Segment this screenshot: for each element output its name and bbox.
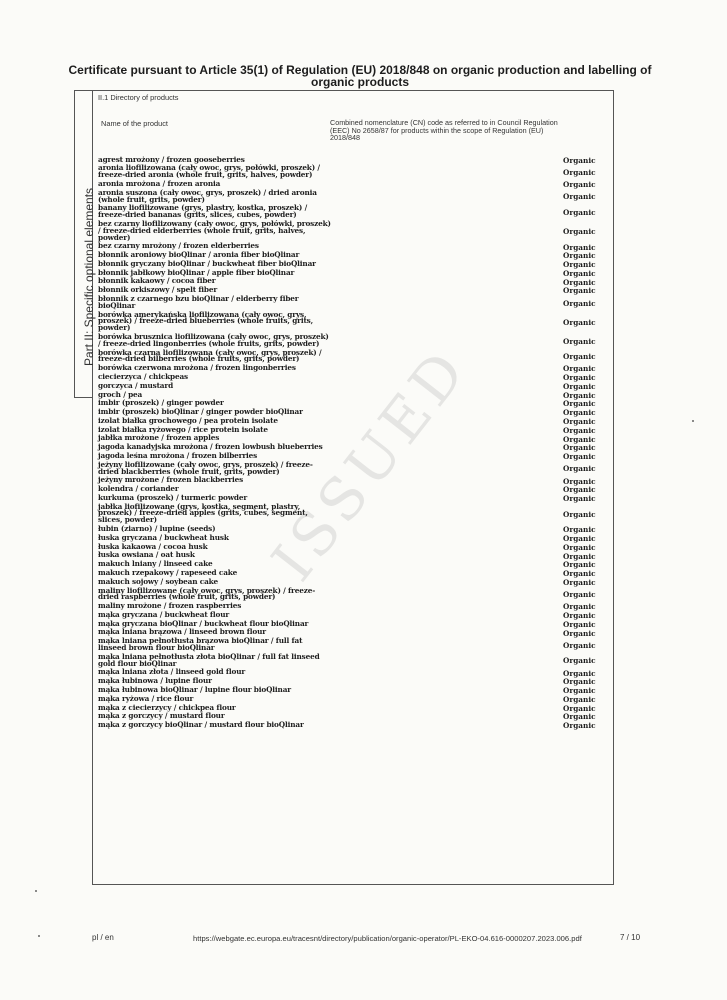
product-name: ciecierzyca / chickpeas xyxy=(98,371,189,381)
product-name: borówka amerykańska liofilizowana (cały owoc, grys, proszek) / freeze-dried blueberries (whole fruits, grits, powder) xyxy=(98,309,314,333)
product-status: Organic xyxy=(563,640,596,650)
product-name: mąka łubinowa bioQlinar / lupine flour bioQlinar xyxy=(98,684,291,694)
product-row xyxy=(98,311,598,333)
product-status: Organic xyxy=(563,208,596,217)
product-name: jeżyny mrożone / frozen blackberries xyxy=(98,475,244,485)
product-name: błonnik orkiszowy / spelt fiber xyxy=(98,285,218,295)
product-name: banany liofilizowane (grys, plastry, kostka, proszek) / freeze-dried bananas (grits, slices, cubes, powder) xyxy=(98,203,308,220)
product-name: mąka gryczana / buckwheat flour xyxy=(98,609,230,619)
product-name: mąka gryczana bioQlinar / buckwheat flour bioQlinar xyxy=(98,618,309,628)
product-status: Organic xyxy=(563,268,596,278)
product-status: Organic xyxy=(563,180,596,190)
product-name: groch / pea xyxy=(98,389,143,399)
issued-watermark: ISSUED xyxy=(258,334,482,594)
document-title xyxy=(60,64,660,88)
product-name: izolat białka grochowego / pea protein isolate xyxy=(98,415,278,425)
product-status: Organic xyxy=(563,476,596,486)
product-name: łuska gryczana / buckwheat husk xyxy=(98,532,229,542)
footer-url: https://webgate.ec.europa.eu/tracesnt/directory/publication/organic-operator/PL-EKO-04.616-0000207.2023.006.pdf xyxy=(193,934,582,943)
product-row xyxy=(98,373,598,382)
product-name: agrest mrożony / frozen gooseberries xyxy=(98,154,245,164)
product-status: Organic xyxy=(563,590,596,600)
product-status: Organic xyxy=(563,192,596,202)
product-status: Organic xyxy=(563,352,596,362)
section-title: II.1 Directory of products xyxy=(98,93,179,102)
product-name: mąka lniana pełnotłusta brązowa bioQlinar / full fat linseed brown flour bioQlinar xyxy=(98,636,303,653)
document-title-line-1: Certificate pursuant to Article 35(1) of Regulation (EU) 2018/848 on organic production and labelling of xyxy=(68,63,652,77)
product-status: Organic xyxy=(563,298,596,308)
product-name: łuska owsiana / oat husk xyxy=(98,550,195,560)
product-row xyxy=(98,638,598,654)
product-name: błonnik gryczany bioQlinar / buckwheat fiber bioQlinar xyxy=(98,258,316,268)
product-name: maliny liofilizowane (cały owoc, grys, proszek) / freeze-dried raspberries (whole fruit, grits, powder) xyxy=(98,585,316,602)
product-name: łuska kakaowa / cocoa husk xyxy=(98,541,208,551)
product-row xyxy=(98,295,598,311)
product-row xyxy=(98,653,598,669)
product-name: makuch sojowy / soybean cake xyxy=(98,576,219,586)
product-name: błonnik kakaowy / cocoa fiber xyxy=(98,276,216,286)
product-name: makuch lniany / linseed cake xyxy=(98,559,213,569)
product-status: Organic xyxy=(563,577,596,587)
product-status: Organic xyxy=(563,485,596,495)
product-name: imbir (proszek) / ginger powder xyxy=(98,398,224,408)
product-status: Organic xyxy=(563,434,596,444)
product-status: Organic xyxy=(563,677,596,687)
document-title-line-2: organic products xyxy=(310,75,409,89)
product-name: mąka lniana brązowa / linseed brown flour xyxy=(98,627,266,637)
product-status: Organic xyxy=(563,364,596,374)
product-status: Organic xyxy=(563,399,596,409)
product-status: Organic xyxy=(563,628,596,638)
product-status: Organic xyxy=(563,452,596,462)
product-status: Organic xyxy=(563,551,596,561)
product-name: makuch rzepakowy / rapeseed cake xyxy=(98,567,238,577)
product-status: Organic xyxy=(563,656,596,666)
column-header-name: Name of the product xyxy=(101,119,168,128)
footer-language: pl / en xyxy=(92,933,114,942)
product-name: aronia liofilizowana (cały owoc, grys, połówki, proszek) / freeze-dried aronia (whole fruit, grits, halves, powder) xyxy=(98,163,320,180)
product-status: Organic xyxy=(563,381,596,391)
product-status: Organic xyxy=(563,668,596,678)
product-name: łubin (ziarno) / lupine (seeds) xyxy=(98,524,216,534)
product-name: jeżyny liofilizowane (cały owoc, grys, proszek) / freeze-dried blackberries (whole fruit, grits, powder) xyxy=(98,459,313,476)
product-status: Organic xyxy=(563,336,596,346)
product-status: Organic xyxy=(563,712,596,722)
product-row xyxy=(98,721,598,730)
column-header-cn-code: Combined nomenclature (CN) code as referred to in Council Regulation (EEC) No 2658/87 for products within the scope of Regulation (EU) 2018/848 xyxy=(330,118,558,143)
product-status: Organic xyxy=(563,155,596,165)
product-status: Organic xyxy=(563,534,596,544)
part-ii-side-label: Part II: Specific optional elements xyxy=(82,187,96,367)
product-row xyxy=(98,220,598,242)
product-status: Organic xyxy=(563,619,596,629)
product-status: Organic xyxy=(563,425,596,435)
product-status: Organic xyxy=(563,721,596,731)
product-status: Organic xyxy=(563,443,596,453)
product-name: mąka ryżowa / rice flour xyxy=(98,693,194,703)
product-status: Organic xyxy=(563,494,596,504)
product-status: Organic xyxy=(563,464,596,474)
product-name: mąka łubinowa / lupine flour xyxy=(98,676,212,686)
product-row xyxy=(98,587,598,603)
product-status: Organic xyxy=(563,509,596,519)
product-name: kolendra / coriander xyxy=(98,484,179,494)
product-name: aronia suszona (cały owoc, grys, proszek) / dried aronia (whole fruit, grits, powder) xyxy=(98,187,317,204)
product-name: borówka czerwona mrożona / frozen lingonberries xyxy=(98,363,296,373)
product-status: Organic xyxy=(563,277,596,287)
product-status: Organic xyxy=(563,408,596,418)
product-status: Organic xyxy=(563,168,596,178)
product-name: bez czarny liofilizowany (cały owoc, grys, połówki, proszek) / freeze-dried elderberries (whole fruit, grits, halves, powder) xyxy=(98,218,331,242)
product-status: Organic xyxy=(563,525,596,535)
product-name: izolat białka ryżowego / rice protein isolate xyxy=(98,424,268,434)
product-name: borówka brusznica liofilizowana (cały owoc, grys, proszek) / freeze-dried lingonberries (whole fruits, grits, powder) xyxy=(98,332,329,348)
product-name: błonnik aroniowy bioQlinar / aronia fiber bioQlinar xyxy=(98,250,300,260)
product-name: mąka z gorczycy / mustard flour xyxy=(98,711,225,721)
product-status: Organic xyxy=(563,317,596,327)
product-name: jabłka mrożone / frozen apples xyxy=(98,433,220,443)
product-name: błonnik z czarnego bzu bioQlinar / elderberry fiber bioQlinar xyxy=(98,294,299,310)
product-status: Organic xyxy=(563,560,596,570)
product-row xyxy=(98,349,598,365)
product-name: gorczyca / mustard xyxy=(98,380,174,390)
product-status: Organic xyxy=(563,611,596,621)
product-name: jagoda kanadyjska mrożona / frozen lowbush blueberries xyxy=(98,442,323,452)
product-name: bez czarny mrożony / frozen elderberries xyxy=(98,241,259,251)
product-name: błonnik jabłkowy bioQlinar / apple fiber bioQlinar xyxy=(98,267,295,277)
product-status: Organic xyxy=(563,417,596,427)
product-row xyxy=(98,189,598,205)
product-name: jabłka liofilizowane (grys, kostka, segment, plastry, proszek) / freeze-dried apples (grits, cubes, segment, slices, powder) xyxy=(98,501,308,525)
product-name: borówka czarna liofilizowana (cały owoc, grys, proszek) / freeze-dried bilberries (whole fruits, grits, powder) xyxy=(98,347,322,364)
product-status: Organic xyxy=(563,251,596,261)
product-name: mąka z ciecierzycy / chickpea flour xyxy=(98,702,236,712)
product-status: Organic xyxy=(563,260,596,270)
product-row xyxy=(98,165,598,181)
product-name: imbir (proszek) bioQlinar / ginger powder bioQlinar xyxy=(98,407,303,417)
product-name: jagoda leśna mrożona / frozen bilberries xyxy=(98,450,258,460)
product-name: maliny mrożone / frozen raspberries xyxy=(98,601,242,611)
product-status: Organic xyxy=(563,686,596,696)
product-row xyxy=(98,333,598,349)
product-name: aronia mrożona / frozen aronia xyxy=(98,179,221,189)
product-name: kurkuma (proszek) / turmeric powder xyxy=(98,492,248,502)
product-name: mąka lniana pełnotłusta złota bioQlinar / full fat linseed gold flour bioQlinar xyxy=(98,651,320,668)
product-name: mąka z gorczycy bioQlinar / mustard flour bioQlinar xyxy=(98,720,304,730)
product-status: Organic xyxy=(563,542,596,552)
product-status: Organic xyxy=(563,569,596,579)
product-status: Organic xyxy=(563,242,596,252)
product-status: Organic xyxy=(563,286,596,296)
product-status: Organic xyxy=(563,373,596,383)
product-status: Organic xyxy=(563,694,596,704)
product-status: Organic xyxy=(563,602,596,612)
footer-page-number: 7 / 10 xyxy=(620,933,641,942)
product-status: Organic xyxy=(563,390,596,400)
product-row xyxy=(98,205,598,221)
product-row xyxy=(98,382,598,391)
product-name: mąka lniana złota / linseed gold flour xyxy=(98,667,246,677)
product-status: Organic xyxy=(563,226,596,236)
product-status: Organic xyxy=(563,703,596,713)
